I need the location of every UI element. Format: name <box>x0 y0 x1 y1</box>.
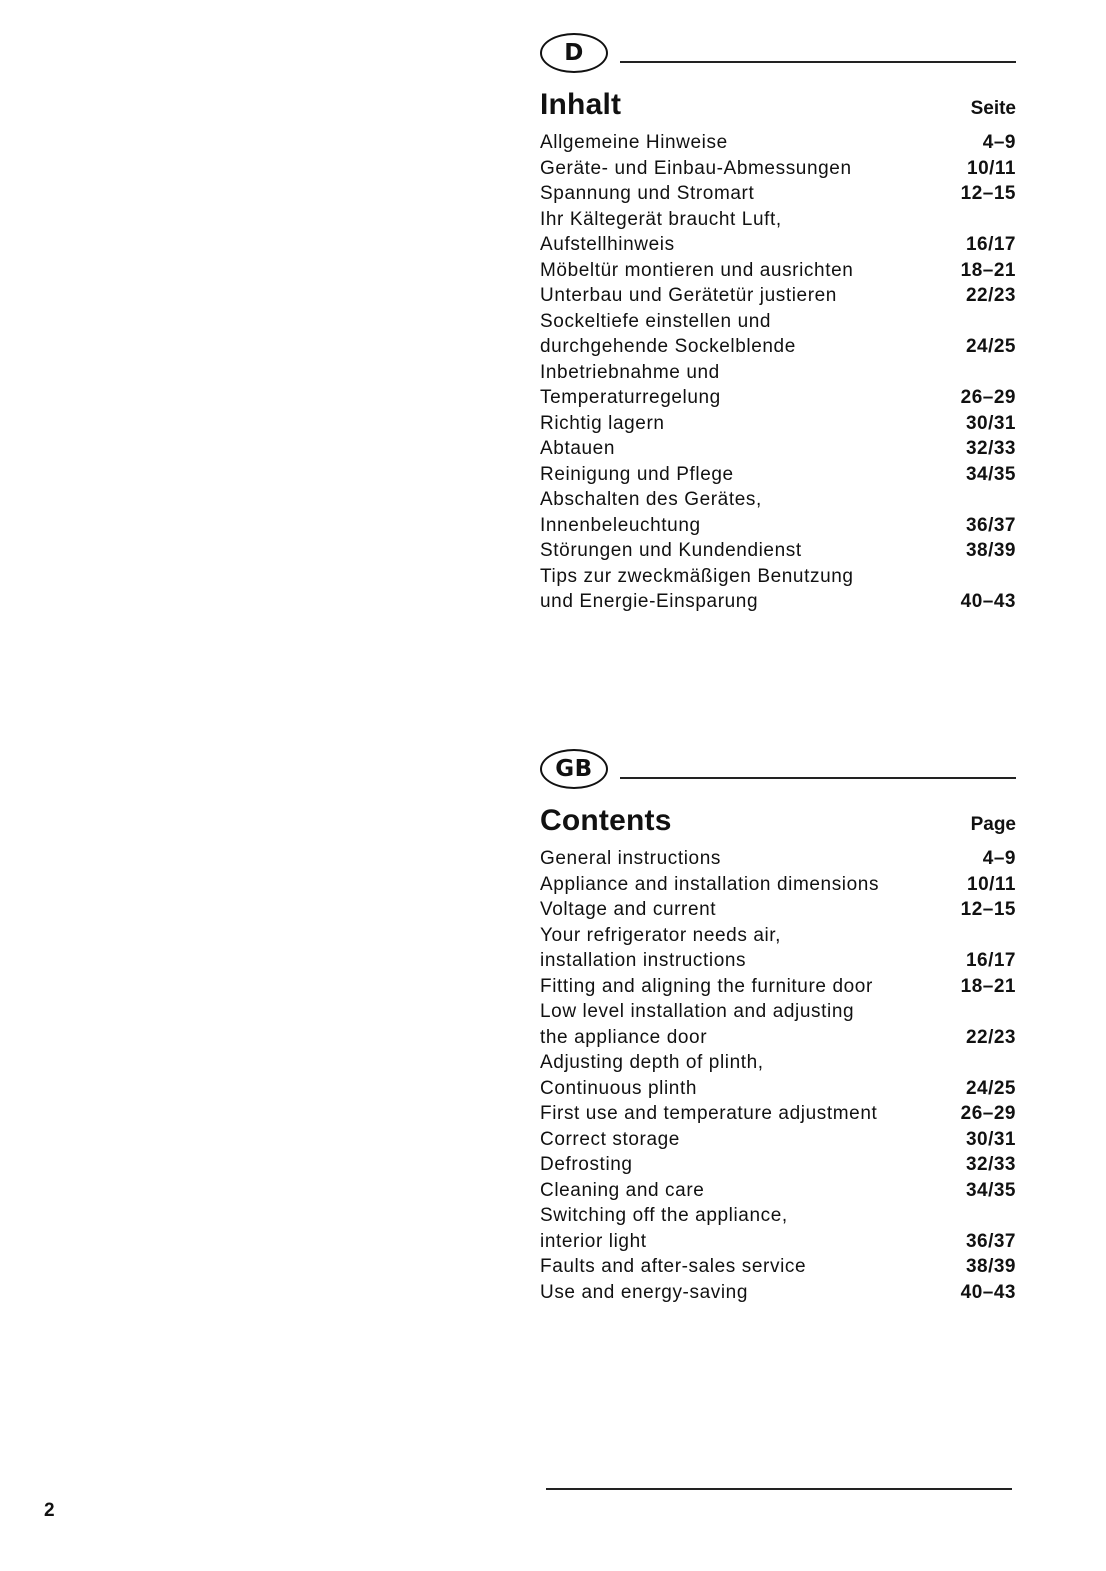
toc-entry-page: 34/35 <box>965 1179 1016 1201</box>
toc-entry-page: 30/31 <box>965 412 1016 434</box>
toc-title: Inhalt <box>540 88 622 121</box>
toc-entry-page: 38/39 <box>965 1256 1016 1277</box>
toc-entry-title <box>540 1152 633 1178</box>
toc-entry-line: installation instructions <box>540 950 747 971</box>
toc-entry-line: Faults and after-sales service <box>540 1256 807 1277</box>
toc-entry-line: Möbeltür montieren und ausrichten <box>540 259 854 281</box>
toc-entry-page: 38/39 <box>965 540 1016 561</box>
toc-entry-page: 40–43 <box>960 591 1016 612</box>
toc-entry-line: Innenbeleuchtung <box>540 514 701 536</box>
toc-entry-line: Richtig lagern <box>540 412 665 434</box>
toc-entry <box>540 1178 1016 1204</box>
toc-entry <box>540 1254 1016 1280</box>
page-column-label: Seite <box>970 98 1016 119</box>
toc-entry <box>540 1280 1016 1306</box>
toc-entry-line: the appliance door <box>540 1026 708 1048</box>
toc-entry-line: Ihr Kältegerät braucht Luft, <box>540 208 782 230</box>
toc-entry-line: interior light <box>540 1230 647 1252</box>
toc-entry-title <box>540 974 873 1000</box>
toc-entry <box>540 897 1016 923</box>
toc-entry-line: Inbetriebnahme und <box>540 361 720 383</box>
toc-entry-title <box>540 564 854 615</box>
toc-entry-line: Correct storage <box>540 1128 680 1150</box>
header-rule <box>620 61 1016 63</box>
toc-entry <box>540 1127 1016 1153</box>
toc-entry-page: 22/23 <box>965 1026 1016 1048</box>
toc-entry-title <box>540 923 781 974</box>
toc-entry-page: 30/31 <box>965 1128 1016 1150</box>
toc-entry-page: 24/25 <box>965 1077 1016 1099</box>
toc-entry-title <box>540 411 665 437</box>
toc-entry-title <box>540 207 782 258</box>
toc-entry-line: Allgemeine Hinweise <box>540 132 728 153</box>
toc-entry-line: Spannung und Stromart <box>540 183 755 204</box>
toc-entry-page: 32/33 <box>965 438 1016 459</box>
toc-entry-title <box>540 156 852 182</box>
toc-entry-title <box>540 1280 748 1306</box>
toc-entry <box>540 207 1016 258</box>
toc-entry-title <box>540 1050 764 1101</box>
toc-entry-title <box>540 872 879 898</box>
toc-entry-page: 4–9 <box>982 848 1016 869</box>
language-badge: D <box>540 33 608 73</box>
toc-entry-title <box>540 487 762 538</box>
toc-entry-line: Aufstellhinweis <box>540 234 675 255</box>
toc-entry <box>540 564 1016 615</box>
toc-entry-title <box>540 258 853 284</box>
header-rule <box>620 777 1016 779</box>
toc-entry-title <box>540 436 615 462</box>
toc-entry <box>540 181 1016 207</box>
toc-entry-title <box>540 130 728 156</box>
toc-list <box>540 846 1016 1305</box>
toc-entry <box>540 156 1016 182</box>
toc-entry <box>540 360 1016 411</box>
toc-entry-title <box>540 283 837 309</box>
toc-entry-page: 36/37 <box>965 1230 1016 1252</box>
toc-entry-line: Defrosting <box>540 1154 633 1175</box>
toc-entry <box>540 923 1016 974</box>
toc-entry-line: Fitting and aligning the furniture door <box>540 975 873 997</box>
toc-entry-title <box>540 1203 788 1254</box>
toc-entry <box>540 411 1016 437</box>
toc-entry-title <box>540 1127 680 1153</box>
toc-entry-title <box>540 1101 877 1127</box>
toc-section-english <box>540 746 1016 1305</box>
toc-entry <box>540 1203 1016 1254</box>
toc-entry <box>540 1101 1016 1127</box>
toc-entry-line: Tips zur zweckmäßigen Benutzung <box>540 565 854 587</box>
toc-entry-page: 24/25 <box>965 336 1016 357</box>
toc-entry-page: 18–21 <box>960 259 1016 281</box>
toc-entry <box>540 846 1016 872</box>
page-number: 2 <box>44 1500 55 1521</box>
toc-entry-page: 4–9 <box>982 132 1016 153</box>
toc-entry-title <box>540 1178 704 1204</box>
toc-entry-title <box>540 309 796 360</box>
toc-entry-line: Unterbau und Gerätetür justieren <box>540 285 837 306</box>
toc-entry-page: 10/11 <box>967 873 1016 895</box>
toc-entry-line: durchgehende Sockelblende <box>540 336 796 357</box>
toc-entry-line: Use and energy-saving <box>540 1281 748 1303</box>
toc-entry <box>540 436 1016 462</box>
toc-entry-line: Cleaning and care <box>540 1179 705 1201</box>
toc-entry-page: 40–43 <box>960 1281 1016 1303</box>
toc-list <box>540 130 1016 615</box>
toc-entry <box>540 487 1016 538</box>
toc-entry-line: Your refrigerator needs air, <box>540 924 782 946</box>
footer-rule <box>546 1488 1012 1490</box>
toc-entry-title <box>540 897 716 923</box>
toc-entry-page: 10/11 <box>967 157 1016 179</box>
toc-entry-line: Geräte- und Einbau-Abmessungen <box>540 157 852 179</box>
toc-header <box>540 792 1016 838</box>
toc-entry-line: Reinigung und Pflege <box>540 463 734 485</box>
toc-entry-line: und Energie-Einsparung <box>540 591 759 612</box>
toc-entry-line: Switching off the appliance, <box>540 1205 788 1226</box>
toc-entry-line: Appliance and installation dimensions <box>540 873 880 895</box>
toc-entry-line: Sockeltiefe einstellen und <box>540 310 772 332</box>
toc-entry <box>540 130 1016 156</box>
toc-entry-line: Low level installation and adjusting <box>540 1001 855 1022</box>
toc-entry-line: Störungen und Kundendienst <box>540 540 802 561</box>
toc-entry <box>540 283 1016 309</box>
toc-entry <box>540 974 1016 1000</box>
toc-entry-page: 32/33 <box>965 1154 1016 1175</box>
toc-entry <box>540 538 1016 564</box>
toc-entry <box>540 309 1016 360</box>
page-column-label: Page <box>970 814 1016 835</box>
toc-entry-page: 26–29 <box>960 387 1016 408</box>
toc-entry <box>540 1152 1016 1178</box>
toc-entry-page: 26–29 <box>960 1103 1016 1124</box>
toc-entry-line: Temperaturregelung <box>540 387 721 408</box>
toc-entry-page: 34/35 <box>965 463 1016 485</box>
toc-entry-title <box>540 1254 806 1280</box>
toc-entry <box>540 1050 1016 1101</box>
toc-entry-page: 22/23 <box>965 285 1016 306</box>
toc-entry <box>540 872 1016 898</box>
toc-entry <box>540 258 1016 284</box>
toc-header <box>540 76 1016 122</box>
toc-entry-title <box>540 999 854 1050</box>
language-badge-row <box>540 746 1016 792</box>
toc-entry-page: 12–15 <box>960 183 1016 204</box>
toc-entry-line: Voltage and current <box>540 899 717 920</box>
toc-entry-page: 18–21 <box>960 975 1016 997</box>
toc-entry-page: 16/17 <box>965 950 1016 971</box>
toc-entry-page: 16/17 <box>965 234 1016 255</box>
toc-entry <box>540 999 1016 1050</box>
toc-entry-line: First use and temperature adjustment <box>540 1103 878 1124</box>
language-badge: GB <box>540 749 608 789</box>
toc-entry-title <box>540 462 734 488</box>
toc-entry-line: Continuous plinth <box>540 1077 698 1099</box>
toc-entry-title <box>540 846 721 872</box>
toc-entry-title <box>540 181 754 207</box>
toc-entry-page: 12–15 <box>960 899 1016 920</box>
toc-entry-line: Abtauen <box>540 438 615 459</box>
toc-entry-line: Adjusting depth of plinth, <box>540 1052 764 1073</box>
language-badge-row <box>540 30 1016 76</box>
toc-entry <box>540 462 1016 488</box>
toc-title: Contents <box>540 804 672 837</box>
toc-entry-page: 36/37 <box>965 514 1016 536</box>
toc-entry-title <box>540 538 802 564</box>
toc-section-german <box>540 30 1016 615</box>
toc-entry-line: Abschalten des Gerätes, <box>540 489 762 510</box>
toc-entry-title <box>540 360 721 411</box>
toc-entry-line: General instructions <box>540 848 721 869</box>
